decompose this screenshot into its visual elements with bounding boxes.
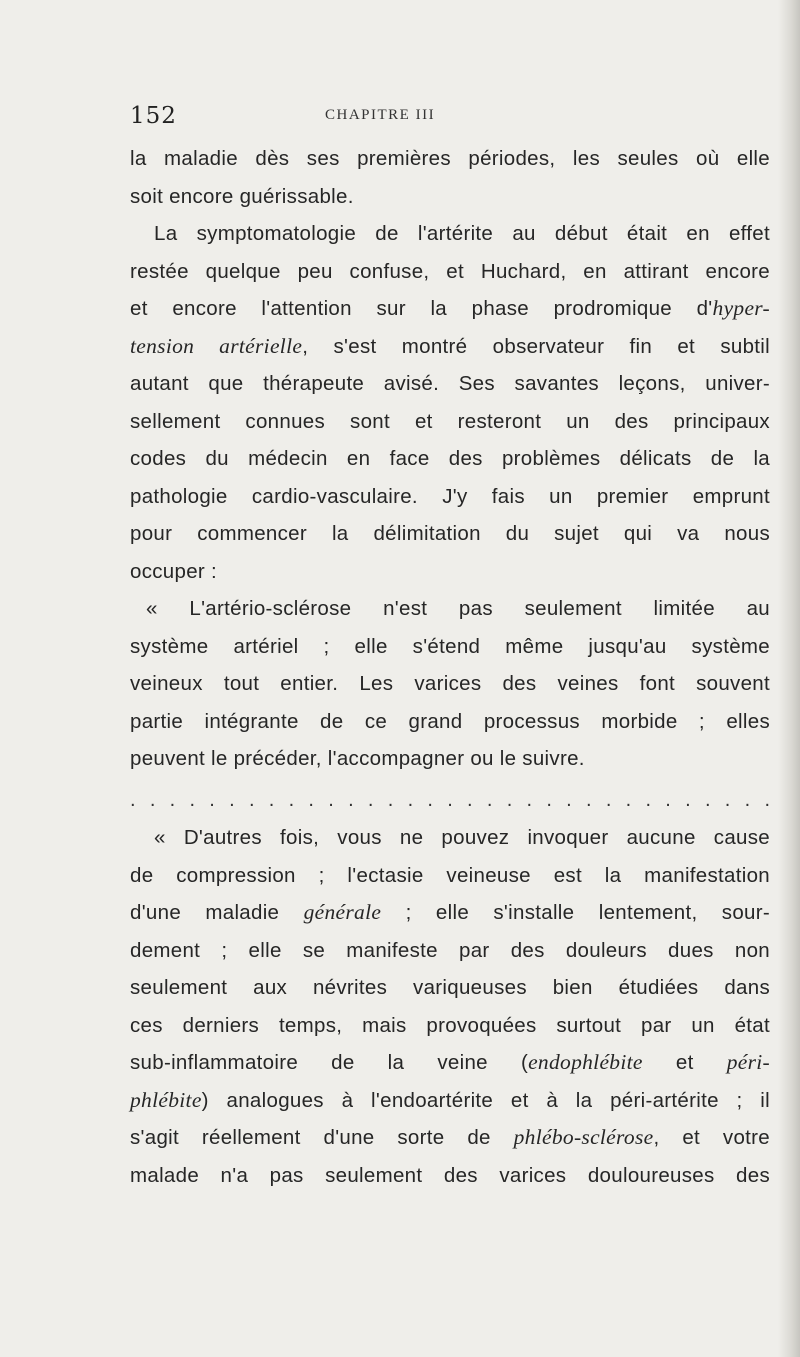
text-line: pathologie cardio-vasculaire. J'y fais un premier emprunt bbox=[130, 484, 770, 508]
text-line: seulement aux névrites variqueuses bien étudiées dans bbox=[130, 976, 770, 999]
text-line: « D'autres fois, vous ne pouvez invoquer aucune cause bbox=[154, 826, 770, 849]
text-line bbox=[130, 1119, 770, 1157]
text-span: et bbox=[642, 1051, 727, 1074]
text-line: dement ; elle se manifeste par des douleurs dues non bbox=[130, 938, 770, 962]
text-span: et encore l'attention sur la phase prodromique d' bbox=[130, 297, 713, 320]
text-line: codes du médecin en face des problèmes délicats de la bbox=[130, 447, 770, 470]
running-head: CHAPITRE III bbox=[325, 107, 436, 123]
italic-span: générale bbox=[303, 900, 382, 924]
text-line bbox=[130, 1044, 770, 1082]
text-span: , et votre bbox=[653, 1126, 770, 1149]
text-line bbox=[130, 290, 770, 328]
page-number: 152 bbox=[130, 103, 177, 129]
text-line bbox=[130, 328, 770, 366]
body-text bbox=[130, 140, 770, 1194]
text-span: , s'est montré observateur fin et subtil bbox=[302, 334, 770, 358]
page-edge-shadow bbox=[778, 0, 800, 1357]
ellipsis-dots: . . . . . . . . . . . . . . . . . . . . . . . . . . . . . . . . . bbox=[130, 788, 770, 811]
italic-span: phlébite bbox=[130, 1087, 202, 1112]
text-span: ) analogues à l'endoartérite et à la péri-artérite ; il bbox=[201, 1088, 770, 1112]
text-line: autant que thérapeute avisé. Ses savantes leçons, univer- bbox=[130, 372, 770, 395]
italic-span: phlébo-sclérose bbox=[513, 1125, 654, 1149]
text-line: partie intégrante de ce grand processus morbide ; elles bbox=[130, 709, 770, 733]
text-line: ces derniers temps, mais provoquées surtout par un état bbox=[130, 1013, 770, 1037]
text-line: soit encore guérissable. bbox=[130, 184, 354, 208]
text-span: sub-inflammatoire de la veine ( bbox=[130, 1051, 529, 1074]
text-span: ; elle s'installe lentement, sour- bbox=[381, 901, 770, 924]
text-line: peuvent le précéder, l'accompagner ou le suivre. bbox=[130, 747, 585, 770]
text-line: de compression ; l'ectasie veineuse est la manifestation bbox=[130, 863, 770, 887]
text-line bbox=[130, 894, 770, 932]
text-line: malade n'a pas seulement des varices douloureuses des bbox=[130, 1163, 770, 1187]
italic-span: péri- bbox=[726, 1050, 770, 1074]
text-span: s'agit réellement d'une sorte de bbox=[130, 1126, 514, 1149]
italic-span: endophlébite bbox=[528, 1050, 643, 1074]
text-line: pour commencer la délimitation du sujet qui va nous bbox=[130, 522, 770, 545]
text-line: sellement connues sont et resteront un des principaux bbox=[130, 409, 770, 433]
text-line: système artériel ; elle s'étend même jusqu'au système bbox=[130, 634, 770, 658]
text-line: la maladie dès ses premières périodes, les seules où elle bbox=[130, 147, 770, 170]
text-line: veineux tout entier. Les varices des veines font souvent bbox=[130, 672, 770, 695]
text-line: occuper : bbox=[130, 559, 218, 583]
text-line: La symptomatologie de l'artérite au début était en effet bbox=[154, 222, 770, 245]
italic-span: tension artérielle bbox=[130, 333, 303, 358]
text-line bbox=[130, 1082, 770, 1120]
text-line: « L'artério-sclérose n'est pas seulement limitée au bbox=[146, 597, 770, 620]
page-header bbox=[130, 103, 770, 133]
text-span: d'une maladie bbox=[130, 901, 304, 924]
text-line: restée quelque peu confuse, et Huchard, en attirant encore bbox=[130, 259, 770, 283]
italic-span: hyper- bbox=[712, 296, 770, 320]
